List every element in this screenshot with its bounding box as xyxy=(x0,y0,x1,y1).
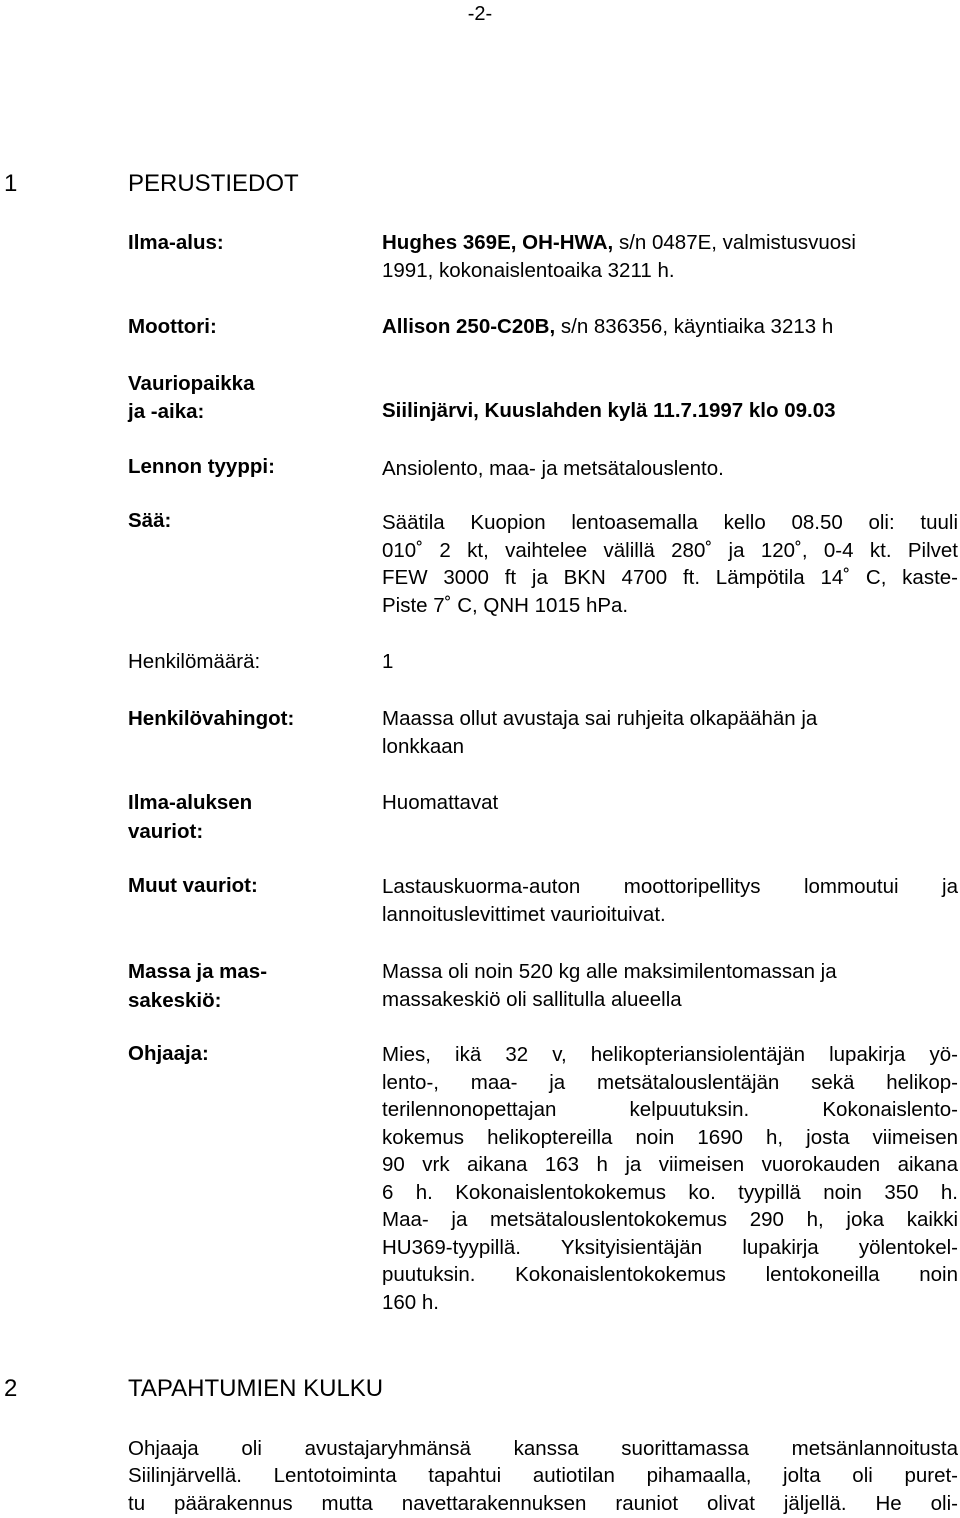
weather-value xyxy=(382,509,958,619)
weather-label: Sää: xyxy=(128,509,172,532)
pilot-value xyxy=(382,1041,958,1316)
pilot-label: Ohjaaja: xyxy=(128,1042,209,1065)
injuries-line: lonkkaan xyxy=(382,734,465,758)
aircraft-damage-label xyxy=(128,788,252,846)
persons-label: Henkilömäärä: xyxy=(128,650,261,673)
pilot-line: 160 h. xyxy=(382,1290,439,1314)
other-damage-line: Lastauskuorma-auton moottoripellitys lommoutui ja xyxy=(382,875,958,898)
injuries-label: Henkilövahingot: xyxy=(128,707,295,730)
aircraft-damage-label-line1: Ilma-aluksen xyxy=(128,791,253,814)
section-1-title: PERUSTIEDOT xyxy=(128,170,299,197)
flight-type-label: Lennon tyyppi: xyxy=(128,455,275,478)
pilot-line: terilennonopettajan kelpuutuksin. Kokonaislento- xyxy=(382,1098,958,1121)
pilot-line: HU369-tyypillä. Yksityisientäjän lupakirja yölentokel- xyxy=(382,1235,958,1259)
section-2-number: 2 xyxy=(4,1375,18,1402)
weather-line: FEW 3000 ft ja BKN 4700 ft. Lämpötila 14˚ C, kaste- xyxy=(382,566,958,589)
paragraph-line: Siilinjärvellä. Lentotoiminta tapahtui autiotilan pihamaalla, jolta oli puret- xyxy=(128,1464,958,1488)
injuries-value xyxy=(382,705,817,760)
section-2-paragraph xyxy=(128,1435,958,1517)
engine-value-bold: Allison 250-C20B, xyxy=(382,315,556,338)
aircraft-value-line2: 1991, kokonaislentoaika 3211 h. xyxy=(382,258,675,282)
mass-label-line2: sakeskiö: xyxy=(128,989,222,1012)
mass-label-line1: Massa ja mas- xyxy=(128,960,268,983)
pilot-line: 6 h. Kokonaislentokokemus ko. tyypillä noin 350 h. xyxy=(382,1180,958,1204)
weather-line: Säätila Kuopion lentoasemalla kello 08.50 oli: tuuli xyxy=(382,511,958,534)
aircraft-value xyxy=(382,229,856,284)
location-value: Siilinjärvi, Kuuslahden kylä 11.7.1997 klo 09.03 xyxy=(382,399,836,422)
section-2-title: TAPAHTUMIEN KULKU xyxy=(128,1375,384,1402)
aircraft-value-rest: s/n 0487E, valmistusvuosi xyxy=(613,231,856,254)
aircraft-label: Ilma-alus: xyxy=(128,231,224,254)
pilot-line: puutuksin. Kokonaislentokokemus lentokoneilla noin xyxy=(382,1263,958,1286)
aircraft-value-bold: Hughes 369E, OH-HWA, xyxy=(382,231,614,254)
pilot-line: kokemus helikoptereilla noin 1690 h, josta viimeisen xyxy=(382,1125,958,1149)
weather-line: 010˚ 2 kt, vaihtelee välillä 280˚ ja 120˚, 0-4 kt. Pilvet xyxy=(382,538,958,562)
pilot-line: 90 vrk aikana 163 h ja viimeisen vuorokauden aikana xyxy=(382,1153,958,1176)
location-label-line1: Vauriopaikka xyxy=(128,372,255,395)
engine-label: Moottori: xyxy=(128,315,217,338)
pilot-line: lento-, maa- ja metsätalouslentäjän sekä helikop- xyxy=(382,1070,958,1094)
other-damage-label: Muut vauriot: xyxy=(128,874,258,897)
page-number: -2- xyxy=(467,3,493,25)
paragraph-line: Ohjaaja oli avustajaryhmänsä kanssa suorittamassa metsänlannoitusta xyxy=(128,1437,958,1460)
weather-line: Piste 7˚ C, QNH 1015 hPa. xyxy=(382,593,629,617)
section-1-number: 1 xyxy=(4,170,18,197)
location-label-line2: ja -aika: xyxy=(128,399,205,423)
mass-line: Massa oli noin 520 kg alle maksimilentomassan ja xyxy=(382,960,837,983)
aircraft-damage-label-line2: vauriot: xyxy=(128,820,204,843)
mass-label xyxy=(128,957,267,1015)
engine-value-rest: s/n 836356, käyntiaika 3213 h xyxy=(555,315,834,338)
flight-type-value: Ansiolento, maa- ja metsätalouslento. xyxy=(382,457,724,480)
pilot-line: Mies, ikä 32 v, helikopteriansiolentäjän lupakirja yö- xyxy=(382,1043,958,1066)
other-damage-value xyxy=(382,873,958,928)
aircraft-damage-value: Huomattavat xyxy=(382,791,499,814)
injuries-line: Maassa ollut avustaja sai ruhjeita olkapäähän ja xyxy=(382,707,818,730)
pilot-line: Maa- ja metsätalouslentokokemus 290 h, joka kaikki xyxy=(382,1208,958,1231)
mass-line: massakeskiö oli sallitulla alueella xyxy=(382,987,682,1011)
location-label xyxy=(128,370,254,425)
engine-value xyxy=(382,313,833,341)
mass-value xyxy=(382,958,837,1013)
paragraph-line: tu päärakennus mutta navettarakennuksen rauniot olivat jäljellä. He oli- xyxy=(128,1491,958,1515)
persons-value: 1 xyxy=(382,650,394,673)
other-damage-line: lannoituslevittimet vaurioituivat. xyxy=(382,902,666,926)
